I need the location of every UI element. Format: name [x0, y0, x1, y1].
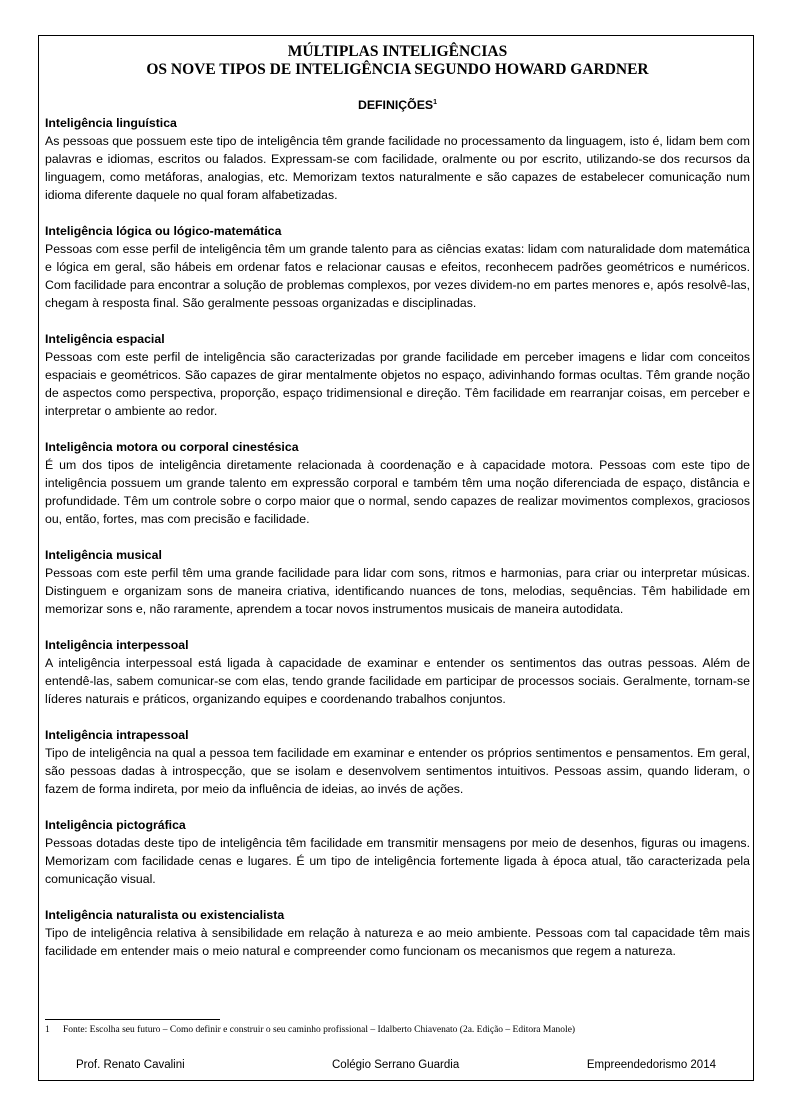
- definition-section: [45, 330, 750, 420]
- definition-section: [45, 114, 750, 204]
- section-title: Inteligência pictográfica: [45, 818, 186, 832]
- footnote-text: Fonte: Escolha seu futuro – Como definir e construir o seu caminho profissional – Idalberto Chiavenato (2a. Edição – Editora Manole): [63, 1025, 576, 1035]
- section-text: A inteligência interpessoal está ligada à capacidade de examinar e entender os sentimentos das outras pessoas. Além de entendê-las, sabem comunicar-se com elas, tendo grande facilidade em participar de processos sociais. Geralmente, tornam-se líderes naturais e práticos, organizando equipes e coordenando trabalhos conjuntos.: [45, 656, 750, 706]
- definition-section: [45, 222, 750, 312]
- footer-school: Colégio Serrano Guardia: [332, 1059, 460, 1071]
- footnote-reference[interactable]: 1: [433, 98, 438, 106]
- section-title: Inteligência lógica ou lógico-matemática: [45, 224, 282, 238]
- section-text: Pessoas dotadas deste tipo de inteligência têm facilidade em transmitir mensagens por meio de desenhos, figuras ou imagens. Memorizam com facilidade cenas e lugares. É um tipo de inteligência fortemente ligada à época atual, tão caracterizada pela comunicação visual.: [45, 836, 750, 886]
- footnote-number: 1: [45, 1025, 50, 1035]
- footnote: [45, 1024, 750, 1036]
- section-title: Inteligência espacial: [45, 332, 165, 346]
- definition-section: [45, 906, 750, 960]
- section-text: Pessoas com esse perfil de inteligência têm um grande talento para as ciências exatas: lidam com naturalidade dom matemática e lógica em geral, são hábeis em ordenar fatos e relacionar causas e efeitos, reconhecem padrões geométricos e numéricos. Com facilidade para encontrar a solução de problemas complexos, por vezes dividem-no em partes menores e, após resolvê-las, chegam à resposta final. São geralmente pessoas organizadas e disciplinadas.: [45, 242, 750, 310]
- footer-author: Prof. Renato Cavalini: [76, 1059, 185, 1071]
- section-text: É um dos tipos de inteligência diretamente relacionada à coordenação e à capacidade motora. Pessoas com este tipo de inteligência possuem um grande talento em expressão corporal e também têm uma noção diferenciada de espaço, distância e profundidade. Têm um controle sobre o corpo maior que o normal, sendo capazes de realizar movimentos complexos, graciosos ou, então, fortes, mas com precisão e facilidade.: [45, 458, 750, 526]
- definition-section: [45, 726, 750, 798]
- section-title: Inteligência naturalista ou existencialista: [45, 908, 285, 922]
- document-body: [45, 43, 750, 978]
- section-text: Pessoas com este perfil têm uma grande facilidade para lidar com sons, ritmos e harmonias, para criar ou interpretar músicas. Distinguem e organizam sons de maneira criativa, identificando nuances de tons, melodias, sequências. Têm habilidade em memorizar sons e, não raramente, aprendem a tocar novos instrumentos musicais de maneira autodidata.: [45, 566, 750, 616]
- definitions-heading: [45, 96, 750, 114]
- footnote-area: [45, 1019, 750, 1036]
- definitions-label: DEFINIÇÕES: [357, 98, 434, 112]
- section-text: Tipo de inteligência relativa à sensibilidade em relação à natureza e ao meio ambiente. Pessoas com tal capacidade têm mais facilidade em entender mais o meio natural e compreender como funcionam os mecanismos que regem a natureza.: [45, 926, 750, 958]
- definition-section: [45, 546, 750, 618]
- section-text: Tipo de inteligência na qual a pessoa tem facilidade em examinar e entender os próprios sentimentos e pensamentos. Em geral, são pessoas dadas à introspecção, que se isolam e desenvolvem sentimentos intuitivos. Pessoas assim, quando lideram, o fazem de forma indireta, por meio da influência de ideias, ao invés de ações.: [45, 746, 750, 796]
- section-text: Pessoas com este perfil de inteligência são caracterizadas por grande facilidade em perceber imagens e lidar com conceitos espaciais e geométricos. São capazes de girar mentalmente objetos no espaço, adivinhando formas ocultas. Têm grande noção de aspectos como perspectiva, proporção, espaço tridimensional e direção. Têm facilidade em rearranjar coisas, em perceber e interpretar o ambiente ao redor.: [45, 350, 750, 418]
- footnote-divider: [45, 1019, 220, 1020]
- footer-course: Empreendedorismo 2014: [586, 1059, 716, 1071]
- section-title: Inteligência interpessoal: [45, 638, 189, 652]
- section-title: Inteligência motora ou corporal cinestésica: [45, 440, 299, 454]
- document-title: [45, 43, 750, 79]
- definition-section: [45, 636, 750, 708]
- title-line-1: MÚLTIPLAS INTELIGÊNCIAS: [287, 43, 508, 60]
- section-title: Inteligência linguística: [45, 116, 177, 130]
- section-title: Inteligência intrapessoal: [45, 728, 189, 742]
- section-title: Inteligência musical: [45, 548, 162, 562]
- section-text: As pessoas que possuem este tipo de inteligência têm grande facilidade no processamento da linguagem, isto é, lidam bem com palavras e idiomas, escritos ou falados. Expressam-se com facilidade, oralmente ou por escrito, utilizando-se dos recursos da linguagem, como metáforas, analogias, etc. Memorizam textos naturalmente e são capazes de estabelecer comunicação num idioma diferente daquele no qual foram alfabetizadas.: [45, 134, 750, 202]
- definition-section: [45, 816, 750, 888]
- definition-section: [45, 438, 750, 528]
- title-line-2: OS NOVE TIPOS DE INTELIGÊNCIA SEGUNDO HOWARD GARDNER: [146, 61, 649, 78]
- sections-list: [45, 114, 750, 960]
